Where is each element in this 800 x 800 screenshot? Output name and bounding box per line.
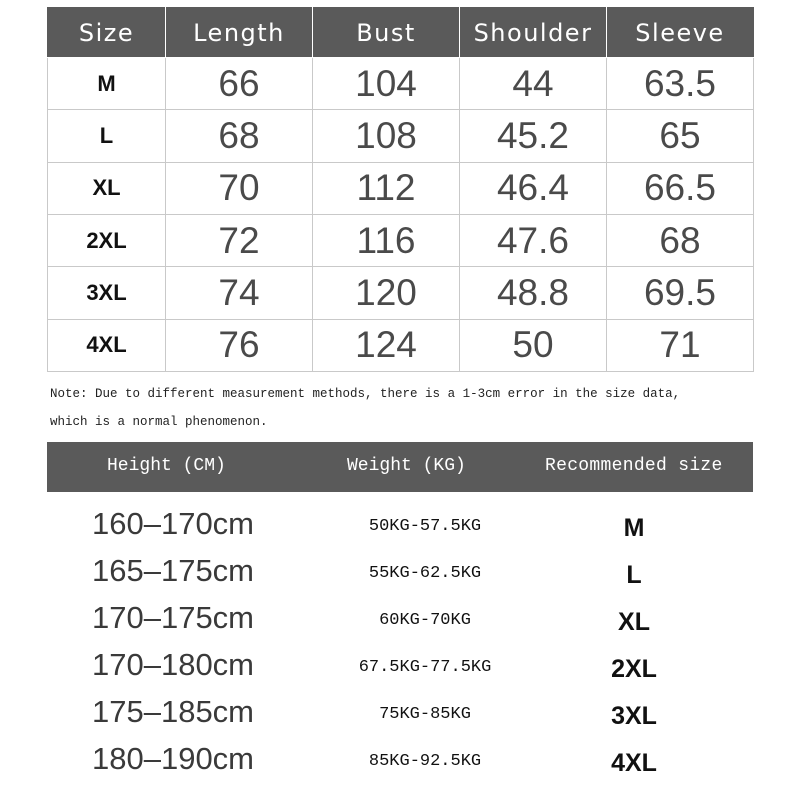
bust-value: 124 xyxy=(313,319,460,371)
sleeve-value: 65 xyxy=(607,110,754,162)
header-height: Height (CM) xyxy=(107,456,226,476)
weight-range: 60KG-70KG xyxy=(379,611,471,630)
table-row xyxy=(48,110,754,162)
length-value: 72 xyxy=(166,214,313,266)
height-range: 175–185cm xyxy=(92,694,255,729)
length-value: 66 xyxy=(166,58,313,110)
table-row xyxy=(48,319,754,371)
size-label: XL xyxy=(48,162,166,214)
header-bust: Bust xyxy=(313,8,460,58)
sleeve-value: 68 xyxy=(607,214,754,266)
size-chart-table xyxy=(47,7,754,372)
sleeve-value: 71 xyxy=(607,319,754,371)
recommended-size: 4XL xyxy=(611,749,657,777)
list-item xyxy=(0,738,800,785)
sleeve-value: 69.5 xyxy=(607,267,754,319)
list-item xyxy=(0,597,800,644)
length-value: 70 xyxy=(166,162,313,214)
shoulder-value: 46.4 xyxy=(460,162,607,214)
length-value: 68 xyxy=(166,110,313,162)
list-item xyxy=(0,503,800,550)
list-item xyxy=(0,550,800,597)
weight-range: 55KG-62.5KG xyxy=(368,564,482,583)
height-range: 165–175cm xyxy=(92,553,255,588)
bust-value: 112 xyxy=(313,162,460,214)
sleeve-value: 63.5 xyxy=(607,58,754,110)
table-row xyxy=(48,214,754,266)
weight-range: 75KG-85KG xyxy=(379,705,471,724)
height-range: 180–190cm xyxy=(92,741,255,776)
header-shoulder: Shoulder xyxy=(460,8,607,58)
shoulder-value: 45.2 xyxy=(460,110,607,162)
recommended-size: M xyxy=(623,514,645,542)
shoulder-value: 50 xyxy=(460,319,607,371)
bust-value: 120 xyxy=(313,267,460,319)
header-sleeve: Sleeve xyxy=(607,8,754,58)
table-row xyxy=(48,162,754,214)
note-line: Note: Due to different measurement methods, there is a 1-3cm error in the size data, xyxy=(50,387,681,401)
header-size: Size xyxy=(48,8,166,58)
height-range: 160–170cm xyxy=(92,506,255,541)
recommended-size: L xyxy=(626,561,642,589)
size-label: L xyxy=(48,110,166,162)
recommendation-header xyxy=(47,442,753,492)
size-label: 4XL xyxy=(48,319,166,371)
size-label: 3XL xyxy=(48,267,166,319)
table-row xyxy=(48,267,754,319)
recommended-size: 2XL xyxy=(611,655,657,683)
sleeve-value: 66.5 xyxy=(607,162,754,214)
recommendation-list xyxy=(0,503,800,785)
shoulder-value: 48.8 xyxy=(460,267,607,319)
header-recommended-size: Recommended size xyxy=(545,456,723,476)
size-label: 2XL xyxy=(48,214,166,266)
weight-range: 50KG-57.5KG xyxy=(368,517,482,536)
bust-value: 104 xyxy=(313,58,460,110)
recommended-size: XL xyxy=(618,608,650,636)
height-range: 170–175cm xyxy=(92,600,255,635)
bust-value: 108 xyxy=(313,110,460,162)
header-length: Length xyxy=(166,8,313,58)
weight-range: 67.5KG-77.5KG xyxy=(358,658,492,677)
header-weight: Weight (KG) xyxy=(347,456,466,476)
list-item xyxy=(0,691,800,738)
weight-range: 85KG-92.5KG xyxy=(368,752,482,771)
height-range: 170–180cm xyxy=(92,647,255,682)
table-row xyxy=(48,58,754,110)
shoulder-value: 47.6 xyxy=(460,214,607,266)
size-chart-header-row xyxy=(48,8,754,58)
size-label: M xyxy=(48,58,166,110)
length-value: 74 xyxy=(166,267,313,319)
bust-value: 116 xyxy=(313,214,460,266)
list-item xyxy=(0,644,800,691)
measurement-note xyxy=(50,380,770,436)
length-value: 76 xyxy=(166,319,313,371)
shoulder-value: 44 xyxy=(460,58,607,110)
note-line: which is a normal phenomenon. xyxy=(50,415,268,429)
recommended-size: 3XL xyxy=(611,702,657,730)
